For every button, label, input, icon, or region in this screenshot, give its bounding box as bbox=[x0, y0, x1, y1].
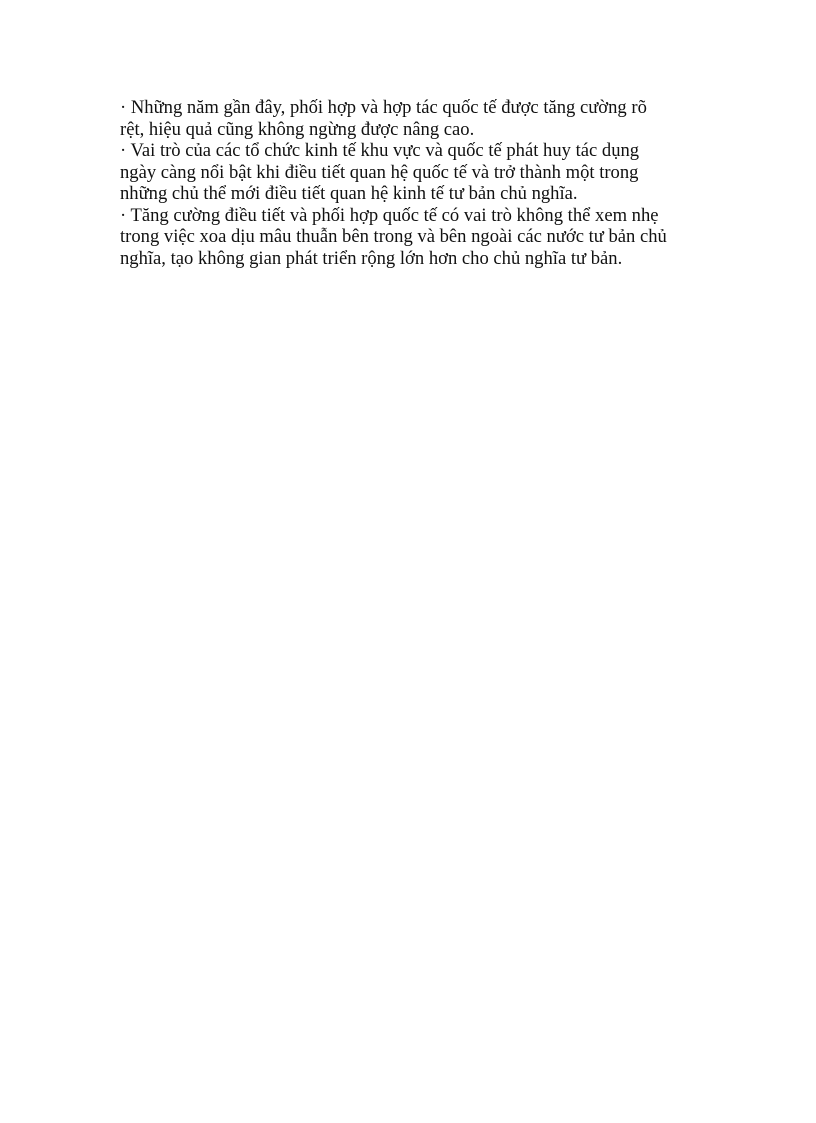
text-line: những chủ thể mới điều tiết quan hệ kinh tế tư bản chủ nghĩa. bbox=[120, 183, 578, 204]
text-line: · Tăng cường điều tiết và phối hợp quốc tế có vai trò không thể xem nhẹ bbox=[120, 204, 659, 226]
text-line: rệt, hiệu quả cũng không ngừng được nâng cao. bbox=[120, 118, 475, 140]
bullet-paragraph-3 bbox=[120, 205, 700, 270]
text-line: ngày càng nổi bật khi điều tiết quan hệ quốc tế và trở thành một trong bbox=[120, 161, 639, 183]
document-body bbox=[120, 97, 700, 269]
bullet-paragraph-2 bbox=[120, 140, 700, 205]
text-line: · Những năm gần đây, phối hợp và hợp tác quốc tế được tăng cường rõ bbox=[120, 97, 647, 118]
text-line: trong việc xoa dịu mâu thuẫn bên trong và bên ngoài các nước tư bản chủ bbox=[120, 226, 667, 247]
text-line: · Vai trò của các tổ chức kinh tế khu vực và quốc tế phát huy tác dụng bbox=[120, 140, 640, 161]
bullet-paragraph-1 bbox=[120, 97, 700, 140]
text-line: nghĩa, tạo không gian phát triển rộng lớn hơn cho chủ nghĩa tư bản. bbox=[120, 247, 623, 269]
